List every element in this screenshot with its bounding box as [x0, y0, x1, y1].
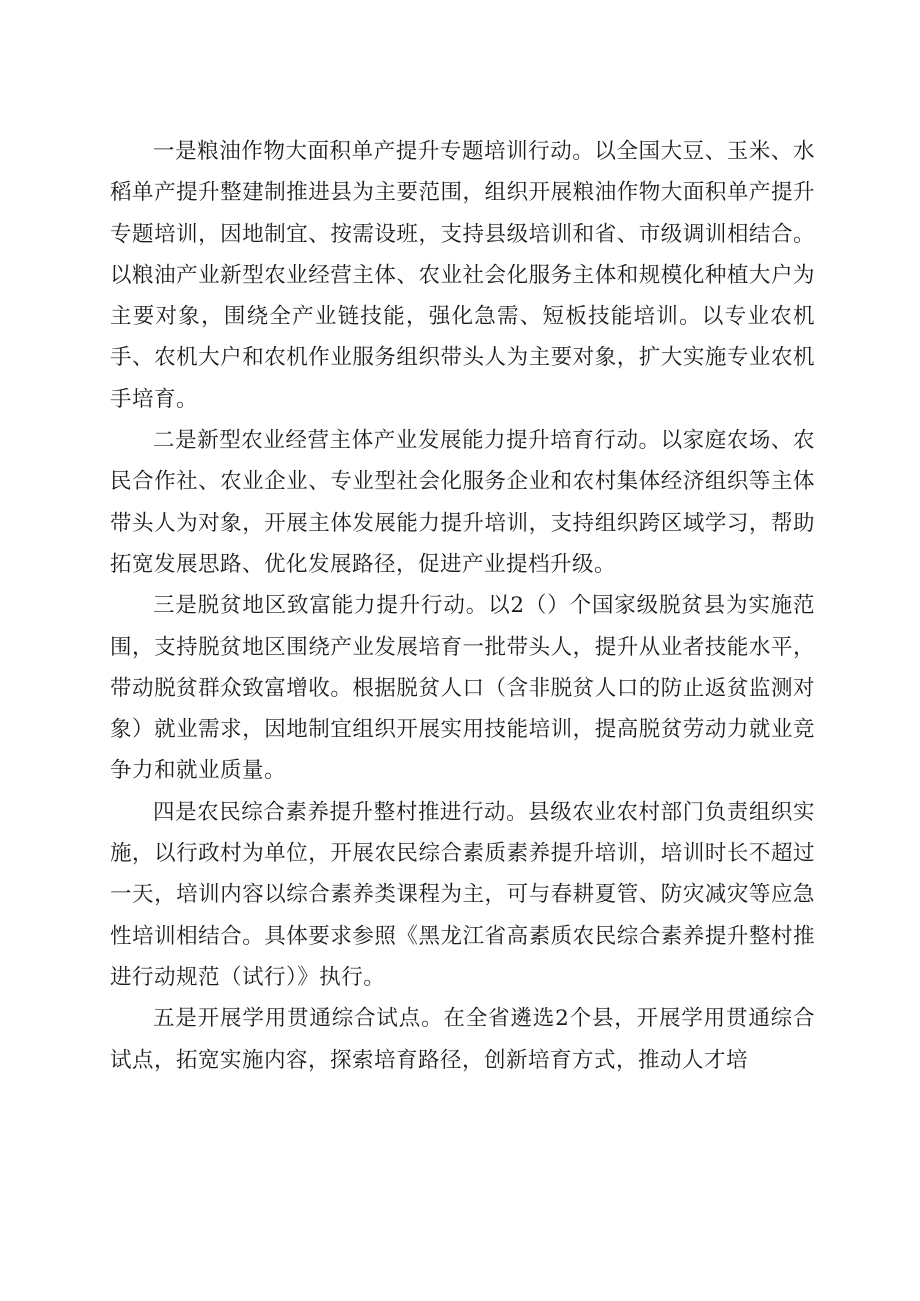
paragraph-action-5: 五是开展学用贯通综合试点。在全省遴选2个县，开展学用贯通综合试点，拓宽实施内容，探索培育路径，创新培育方式，推动人才培: [110, 1006, 815, 1073]
document-body: [110, 131, 815, 1081]
paragraph-action-1: 一是粮油作物大面积单产提升专题培训行动。以全国大豆、玉米、水稻单产提升整建制推进县为主要范围，组织开展粮油作物大面积单产提升专题培训，因地制宜、按需设班，支持县级培训和省、市级调训相结合。以粮油产业新型农业经营主体、农业社会化服务主体和规模化种植大户为主要对象，围绕全产业链技能，强化急需、短板技能培训。以专业农机手、农机大户和农机作业服务组织带头人为主要对象，扩大实施专业农机手培育。: [110, 139, 815, 412]
paragraph-action-2: 二是新型农业经营主体产业发展能力提升培育行动。以家庭农场、农民合作社、农业企业、专业型社会化服务企业和农村集体经济组织等主体带头人为对象，开展主体发展能力提升培训，支持组织跨区域学习，帮助拓宽发展思路、优化发展路径，促进产业提档升级。: [110, 428, 815, 577]
paragraph-action-4: 四是农民综合素养提升整村推进行动。县级农业农村部门负责组织实施，以行政村为单位，开展农民综合素质素养提升培训，培训时长不超过一天，培训内容以综合素养类课程为主，可与春耕夏管、防灾减灾等应急性培训相结合。具体要求参照《黑龙江省高素质农民综合素养提升整村推进行动规范（试行）》执行。: [110, 799, 815, 990]
paragraph-action-3: 三是脱贫地区致富能力提升行动。以2（）个国家级脱贫县为实施范围，支持脱贫地区围绕产业发展培育一批带头人，提升从业者技能水平，带动脱贫群众致富增收。根据脱贫人口（含非脱贫人口的防止返贫监测对象）就业需求，因地制宜组织开展实用技能培训，提高脱贫劳动力就业竞争力和就业质量。: [110, 593, 815, 784]
